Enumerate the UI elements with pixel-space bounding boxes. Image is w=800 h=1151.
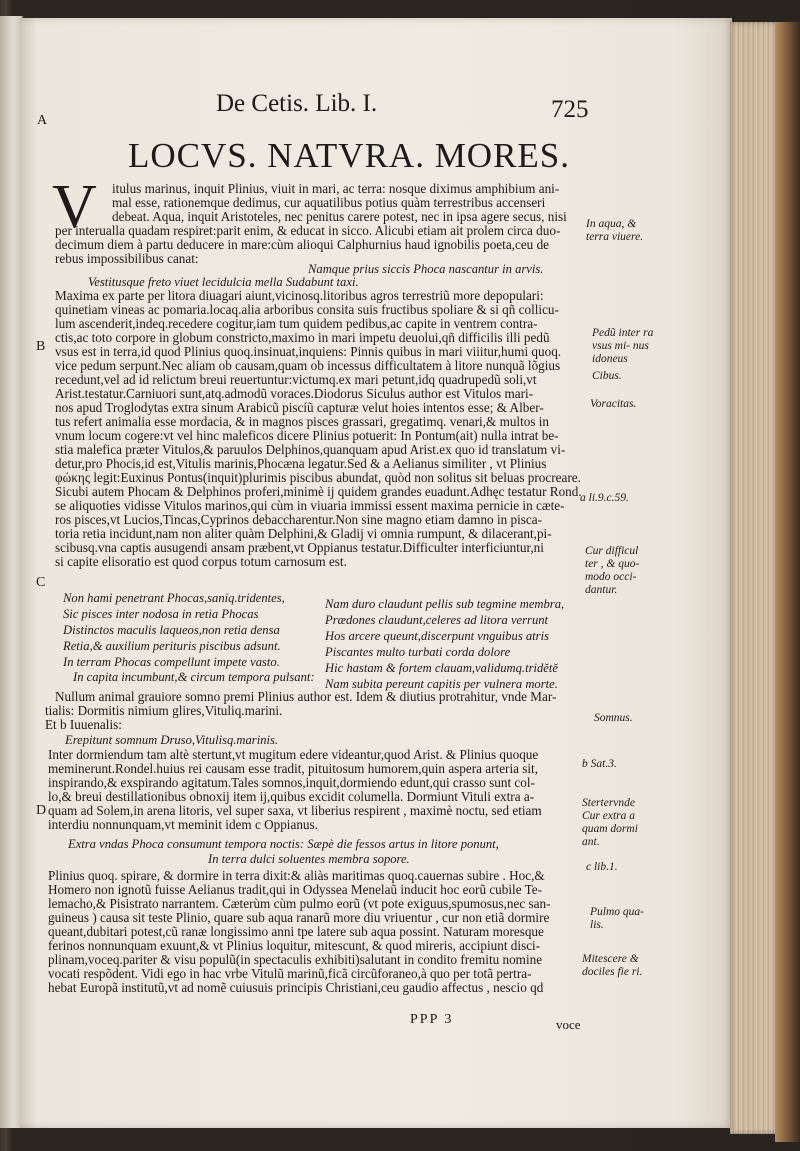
body-line: Arist.testatur.Carniuori sunt,atq.admodũ voraces.Diodorus Siculus author est Vitulos mari- (55, 386, 534, 401)
body-line: Nullum animal grauiore somno premi Plinius author est. Idem & diutius protrahitur, vnde Mar- (55, 689, 557, 704)
body-line: quam ad Solem,in arena litoris, vel super saxa, vt liberius respirent , maximè noctu, sed etiam (48, 803, 542, 818)
body-line: debeat. Aqua, inquit Aristoteles, nec penitus carere potest, nec in ipsa agere secus, nisi (112, 209, 567, 224)
body-line: itulus marinus, inquit Plinius, viuit in mari, ac terra: nosque diximus amphibium ani- (112, 181, 560, 196)
margin-note: Pedũ inter ra vsus mi- nus idoneus (592, 327, 654, 365)
body-line: guineus ) causa sit teste Plinio, quare sub aqua ranarũ more diu vriuentur , cur non etiã dormire (48, 910, 550, 925)
page-edges-stack (730, 22, 778, 1134)
signature-mark: PPP 3 (410, 1012, 454, 1027)
margin-note: Voracitas. (590, 398, 637, 410)
body-line: vocati respõdent. Vidi ego in hac vrbe Vitulũ marinũ,ficã circũforaneo,à quo per totã pertra- (48, 966, 532, 981)
margin-note: Somnus. (594, 712, 633, 724)
verse-left: In terram Phocas compellunt impete vasto. (63, 655, 280, 669)
body-line: si capite elisoratio est quod corpus totum carnosum est. (55, 554, 347, 569)
verse-left: Non hami penetrant Phocas,saniq.tridentes, (63, 591, 285, 605)
body-line: vnum locum cogere:vt vel hinc maleficos dicere Plinius potuerit: In Pontum(ait) nulla intrat be- (55, 428, 559, 443)
margin-note: Pulmo qua- lis. (590, 906, 644, 931)
verse-left: Retia,& auxilium perituris piscibus adsunt. (63, 639, 281, 653)
verse-right: Nam subita pereunt capitis per vulnera morte. (325, 677, 558, 691)
body-line: nos apud Troglodytas extra sinum Arabicũ piscíũ capturæ velut hoies intentos esse; & Alber- (55, 400, 544, 415)
body-line: φώκης legit:Euxinus Pontus(inquit)plurimis piscibus abundat, quòd non solitus sit beluas procreare. (55, 470, 581, 485)
section-letter-b: B (36, 339, 46, 354)
body-line: lemacho,& Pisistrato narrantem. Cæterùm cùm pulmo eorũ (vt pote exiguus,spumosus,nec san- (48, 896, 551, 911)
margin-note: c lib.1. (586, 861, 618, 873)
verse-left: Sic pisces inter nodosa in retia Phocas (63, 607, 259, 621)
body-line: tialis: Dormitis nimium glires,Vituliq.marini. (45, 703, 283, 718)
margin-note: Cur difficul ter , & quo- modo occi- dantur. (585, 545, 640, 596)
margin-note: Mitescere & dociles fie ri. (582, 953, 643, 978)
catchword: voce (556, 1017, 581, 1032)
verse-right: Prædones claudunt,celeres ad litora verrunt (325, 613, 549, 627)
margin-note: b Sat.3. (582, 758, 617, 770)
binding-shadow (775, 22, 800, 1142)
body-line: quinetiam vineas ac pomaria.locaq.alia arboribus consita suis fructibus spoliare & si qñ collicu- (55, 302, 559, 317)
body-line: queant,dubitari potest,cũ ranæ longissimo anni tpe latere sub aqua possint. Naturam moresque (48, 924, 544, 939)
page-title: LOCVS. NATVRA. MORES. (128, 136, 571, 175)
body-line: inspirando,& exspirando agitatum.Tales somnos,inquit,dormiendo edunt,qui crasso sunt col- (48, 775, 535, 790)
margin-note: a li.9.c.59. (580, 492, 629, 504)
body-line: scibusq.vna captis ausugendi ansam præbent,vt Oppianus testatur.Difficulter interficiuntur,ni (55, 540, 544, 555)
section-letter-d: D (36, 803, 47, 818)
verse-line: Extra vndas Phoca consumunt tempora noctis: Sæpè die fessos artus in litore ponunt, (68, 837, 499, 851)
body-line: ctis,ac toto corpore in globum constricto,maximo in mari impetu deuolui,qñ difficilis illi pedũ (55, 330, 550, 345)
body-line: interdiu nonnunquam,vt meminit idem c Oppianus. (48, 817, 318, 832)
body-line: Sicubi autem Phocam & Delphinos proferi,minimè ij quidem grandes euadunt.Adhęc testatur Rond. (55, 484, 582, 499)
body-line: rebus impossibilibus canat: (55, 251, 199, 266)
verse-left: In capita incumbunt,& circum tempora pulsant: (73, 670, 315, 684)
body-line: Plinius quoq. spirare, & dormire in terra dixit:& aliàs maritimas quoq.cauernas subire . Hoc,& (48, 868, 545, 883)
verse-right: Hos arcere queunt,discerpunt vnguibus atris (325, 629, 549, 643)
body-line: vice pedum serpunt.Nec aliam ob causam,quam ob incessus difficultatem à litore nunquã lõgius (55, 358, 561, 373)
body-line: Inter dormiendum tam altè stertunt,vt mugitum edere videantur,quod Arist. & Plinius quoque (48, 747, 539, 762)
corner-letter: A (37, 113, 48, 128)
body-line: Homero non ignotũ fuisse Aelianus tradit,qui in Odyssea Menelaũ inducit hoc eorũ cubile Te- (48, 882, 542, 897)
verse-line: Vestitusque freto viuet lecidulcia mella Sudabunt taxi. (88, 275, 359, 289)
body-line: mal esse, rationemque dedimus, cur aquatilibus potius quàm terrestribus accenseri (112, 195, 546, 210)
running-head: De Cetis. Lib. I. (216, 90, 378, 117)
body-line: vsus est in terra,id quod Plinius quoq.insinuat,inquiens: Pinnis quibus in mari viiitur,humi quoq. (55, 344, 562, 359)
verse-right: Hic hastam & fortem clauam,validumq.tridĕtĕ (325, 661, 558, 675)
drop-cap: V (52, 173, 97, 241)
verse-right: Piscantes multo turbati corda dolore (325, 645, 511, 659)
verse-line: Erepitunt somnum Druso,Vitulisq.marinis. (65, 733, 279, 747)
body-line: Maxima ex parte per litora diuagari aiunt,vicinosq.litoribus agros terrestriũ more depopulari: (55, 288, 544, 303)
body-line: ferinos nonnunquam exuunt,& vt Plinius loquitur, mitescunt, & quod mireris, accipiunt disci- (48, 938, 541, 953)
section-letter-c: C (36, 575, 46, 590)
page-number: 725 (551, 96, 589, 123)
body-line: tus refert animalia esse mordacia, & in magnos pisces grassari, gregatimq. venari,& multos in (55, 414, 550, 429)
body-line: se aliquoties vidisse Vitulos marinos,qui cùm in viuaria immissi essent maxima pernicie in cæte- (55, 498, 565, 513)
margin-note: Stertervnde Cur extra a quam dormi ant. (582, 797, 638, 848)
body-line: ros pisces,vt Lucios,Tincas,Cyprinos debaccharentur.Non sine magno etiam damno in pisca- (55, 512, 542, 527)
body-line: toria retia incidunt,nam non aliter quàm Delphini,& Gladij vi omnia rumpunt, & dilacerant,pi- (55, 526, 552, 541)
body-line: hebat Europã institutũ,vt ad nomẽ cuiusuis principis Christiani,ceu gaudio affectus , nescio qd (48, 980, 544, 995)
body-line: recedunt,vel ad id relictum breui reuertuntur:victumq.ex mari petunt,idq quadrupedũ soli,vt (55, 372, 537, 387)
verse-left: Distinctos maculis laqueos,non retia densa (63, 623, 280, 637)
body-line: Et b Iuuenalis: (45, 717, 122, 732)
body-line: meminerunt.Rondel.huius rei causam esse tradit, pituitosum humorem,quin aspera arteria sit, (48, 761, 539, 776)
verse-right: Nam duro claudunt pellis sub tegmine membra, (325, 597, 565, 611)
body-line: lo,& breui destillationibus obnoxij item ij,quibus excidit columella. Dormiunt Vituli extra a- (48, 789, 535, 804)
margin-note: In aqua, & terra viuere. (586, 218, 644, 243)
body-line: plinam,voceq.pariter & visu populũ(in spectaculis exhibiti)salutant in condito fremitu nomine (48, 952, 543, 967)
body-line: detur,pro Phocis,id est,Vitulis marinis,Phocæna legatur.Sed & a Aelianus similiter , vt Plinius (55, 456, 547, 471)
body-line: per interualla quadam respiret:parit enim, & educat in sicco. Alicubi etiam ait prolem circa duo- (55, 223, 561, 238)
verse-line: Namque prius siccis Phoca nascantur in arvis. (308, 262, 544, 276)
verse-line: In terra dulci soluentes membra sopore. (208, 852, 410, 866)
body-line: stia malefica præter Vitulos,& paruulos Delphinos,quanquam apud Arist.ex quo id translatum vi- (55, 442, 566, 457)
margin-note: Cibus. (592, 370, 622, 382)
body-line: lum ascenderit,indeq.recedere cogitur,iam tum quidem pedibus,ac capite in ventrem contra- (55, 316, 538, 331)
body-line: decimum diem à partu deducere in mare:cùm alioqui Calphurnius haud ignobilis poeta,ceu de (55, 237, 550, 252)
